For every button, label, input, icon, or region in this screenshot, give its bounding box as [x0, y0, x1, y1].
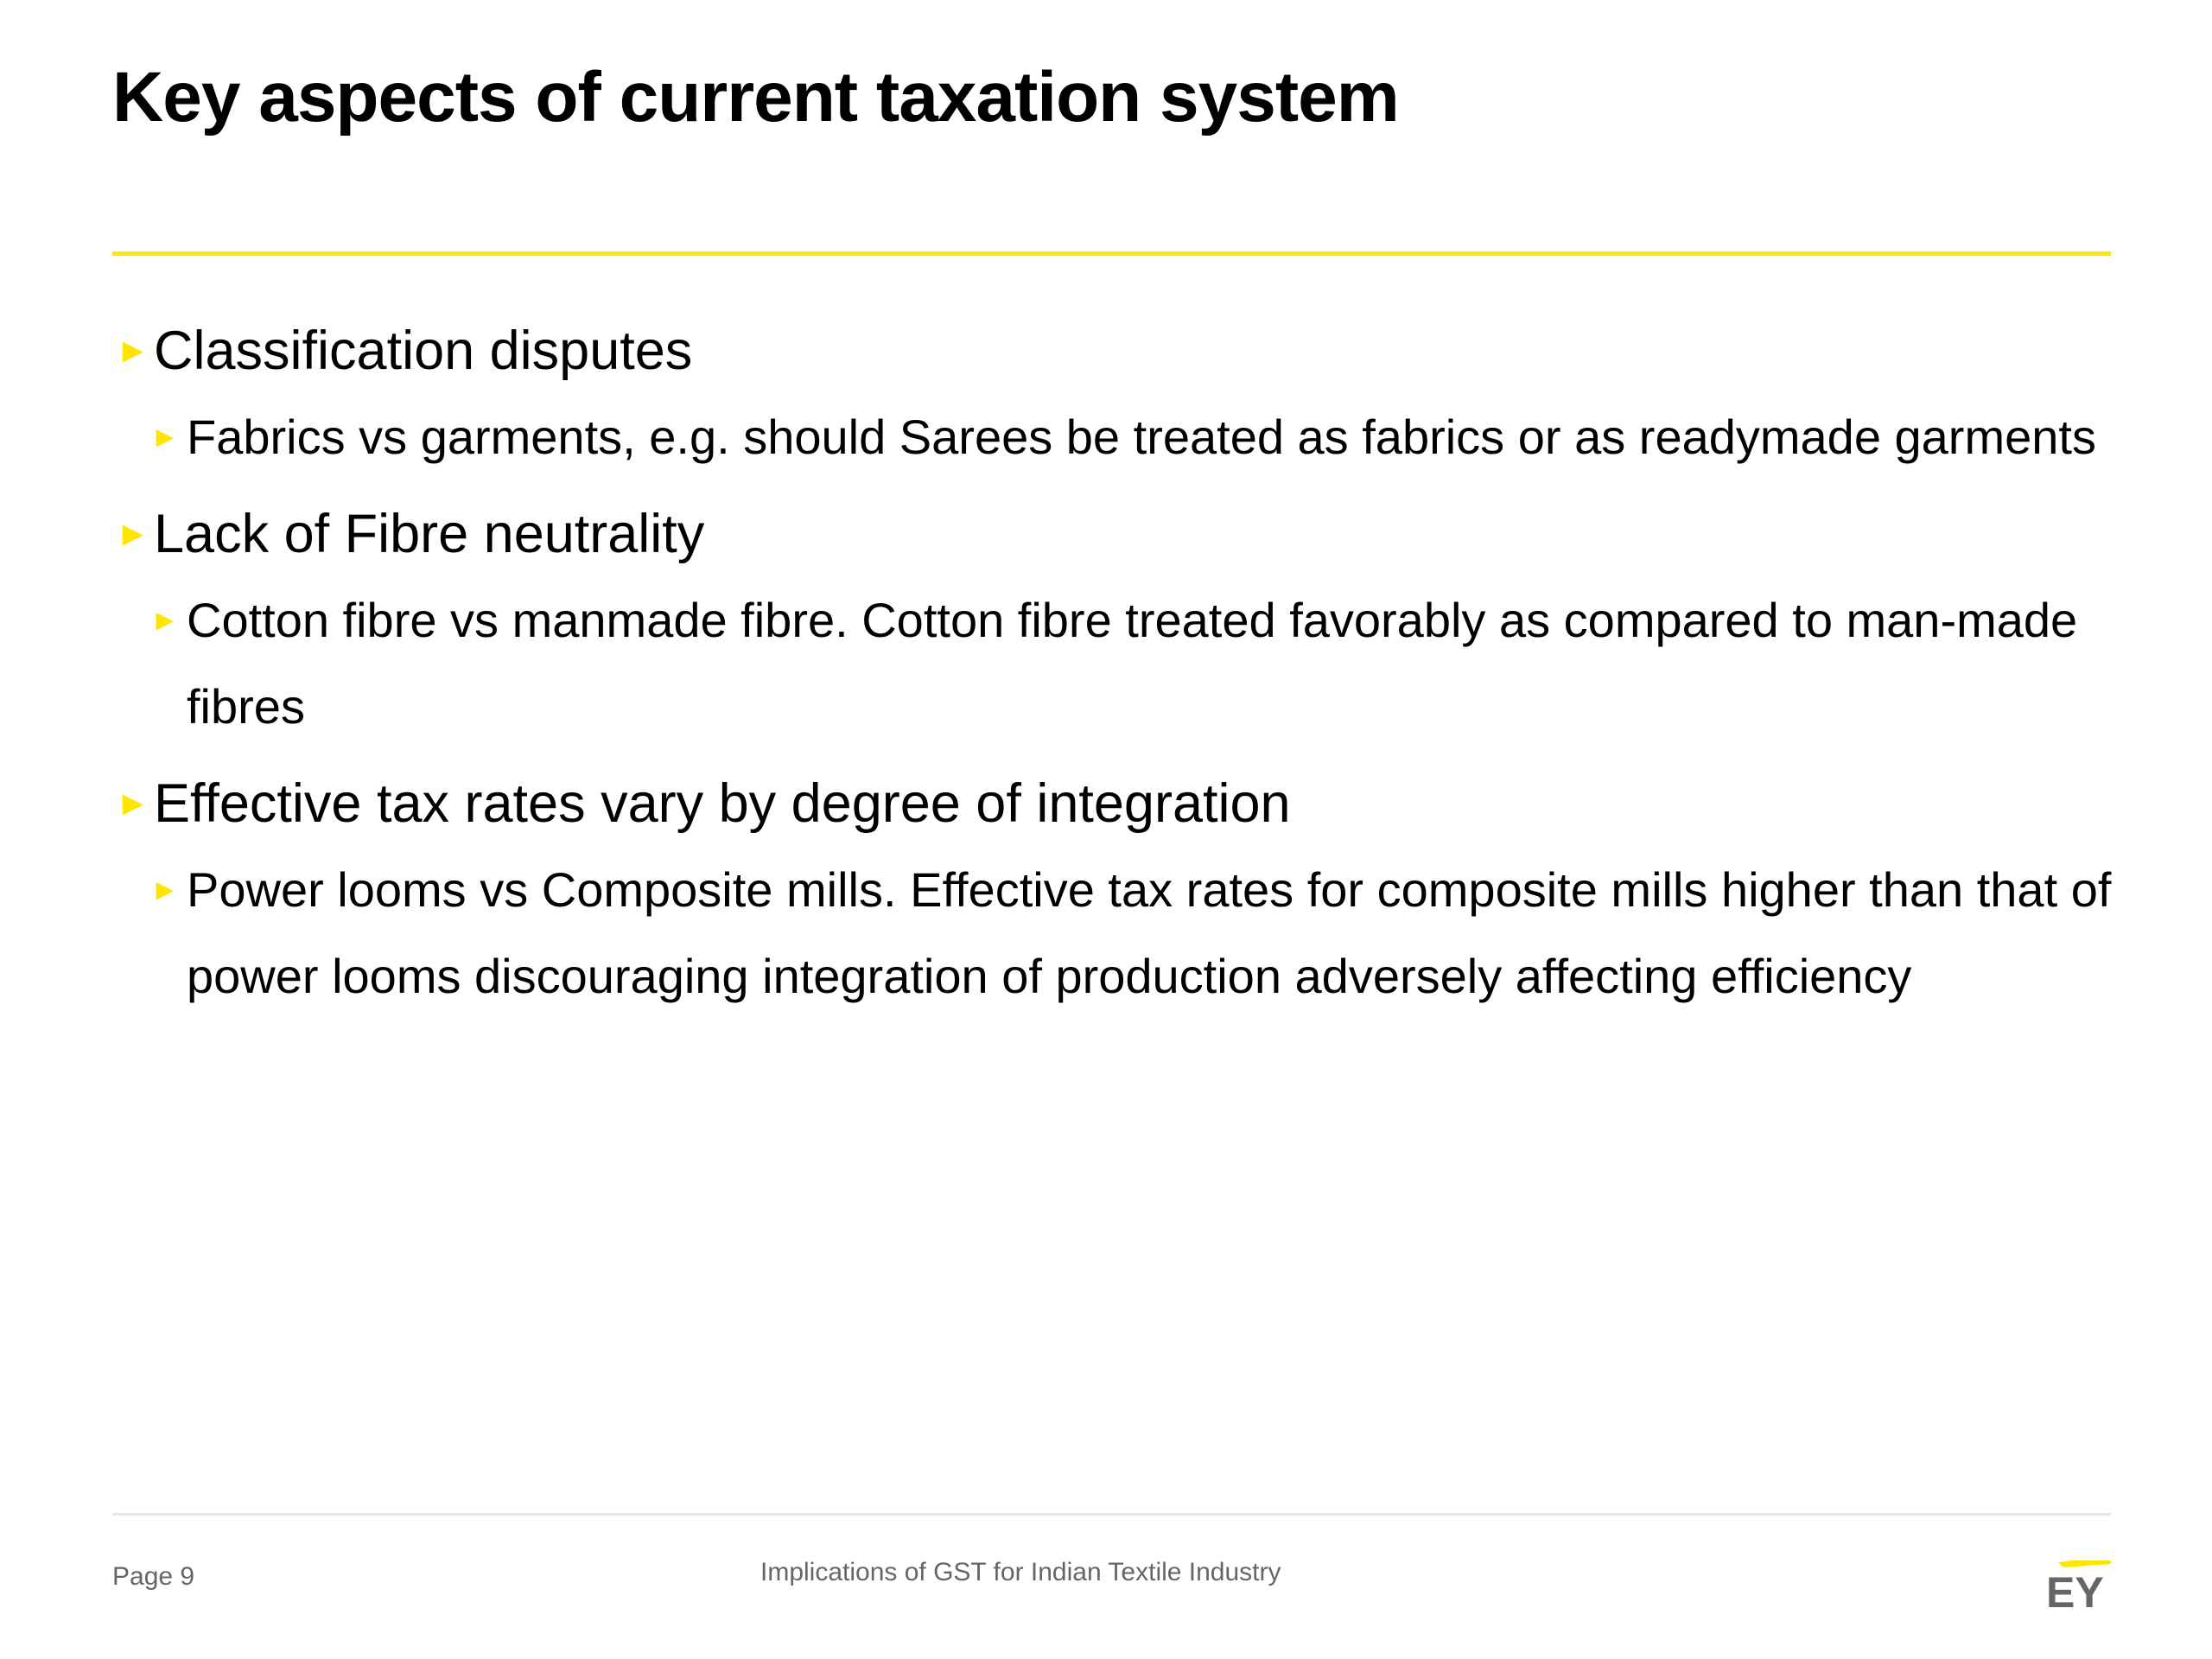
- sub-bullet-arrow-icon: ►: [150, 421, 180, 454]
- sub-bullet-text: Fabrics vs garments, e.g. should Sarees be treated as fabrics or as readymade garments: [187, 410, 2096, 464]
- bullet-text: Effective tax rates vary by degree of integration: [154, 773, 1291, 834]
- sub-bullet-text: Cotton fibre vs manmade fibre. Cotton fibre treated favorably as compared to man-made fibres: [187, 593, 2078, 734]
- slide-title: Key aspects of current taxation system: [112, 58, 1399, 137]
- bullet-item: [112, 760, 2111, 847]
- sub-bullet-arrow-icon: ►: [150, 604, 180, 637]
- sub-bullet-arrow-icon: ►: [150, 874, 180, 906]
- title-divider: [112, 251, 2111, 256]
- sub-bullet-item: [112, 847, 2113, 1020]
- page-number: Page 9: [112, 1562, 195, 1591]
- footer-title: Implications of GST for Indian Textile Industry: [760, 1558, 1281, 1586]
- bullet-arrow-icon: ►: [116, 332, 150, 370]
- bullet-item: [112, 308, 2111, 394]
- sub-bullet-item: [112, 394, 2113, 480]
- logo-text: EY: [2046, 1568, 2104, 1609]
- ey-logo-icon: [2046, 1560, 2111, 1609]
- bullet-text: Classification disputes: [154, 321, 693, 381]
- bullet-list: [112, 308, 2111, 1020]
- sub-bullet-text: Power looms vs Composite mills. Effective tax rates for composite mills higher than that of power looms discouraging integration of production adversely affecting efficiency: [187, 862, 2112, 1003]
- bullet-arrow-icon: ►: [116, 515, 150, 553]
- bullet-item: [112, 491, 2111, 577]
- sub-bullet-item: [112, 577, 2113, 750]
- bullet-arrow-icon: ►: [116, 785, 150, 823]
- footer-divider: [112, 1513, 2111, 1516]
- bullet-text: Lack of Fibre neutrality: [154, 504, 705, 564]
